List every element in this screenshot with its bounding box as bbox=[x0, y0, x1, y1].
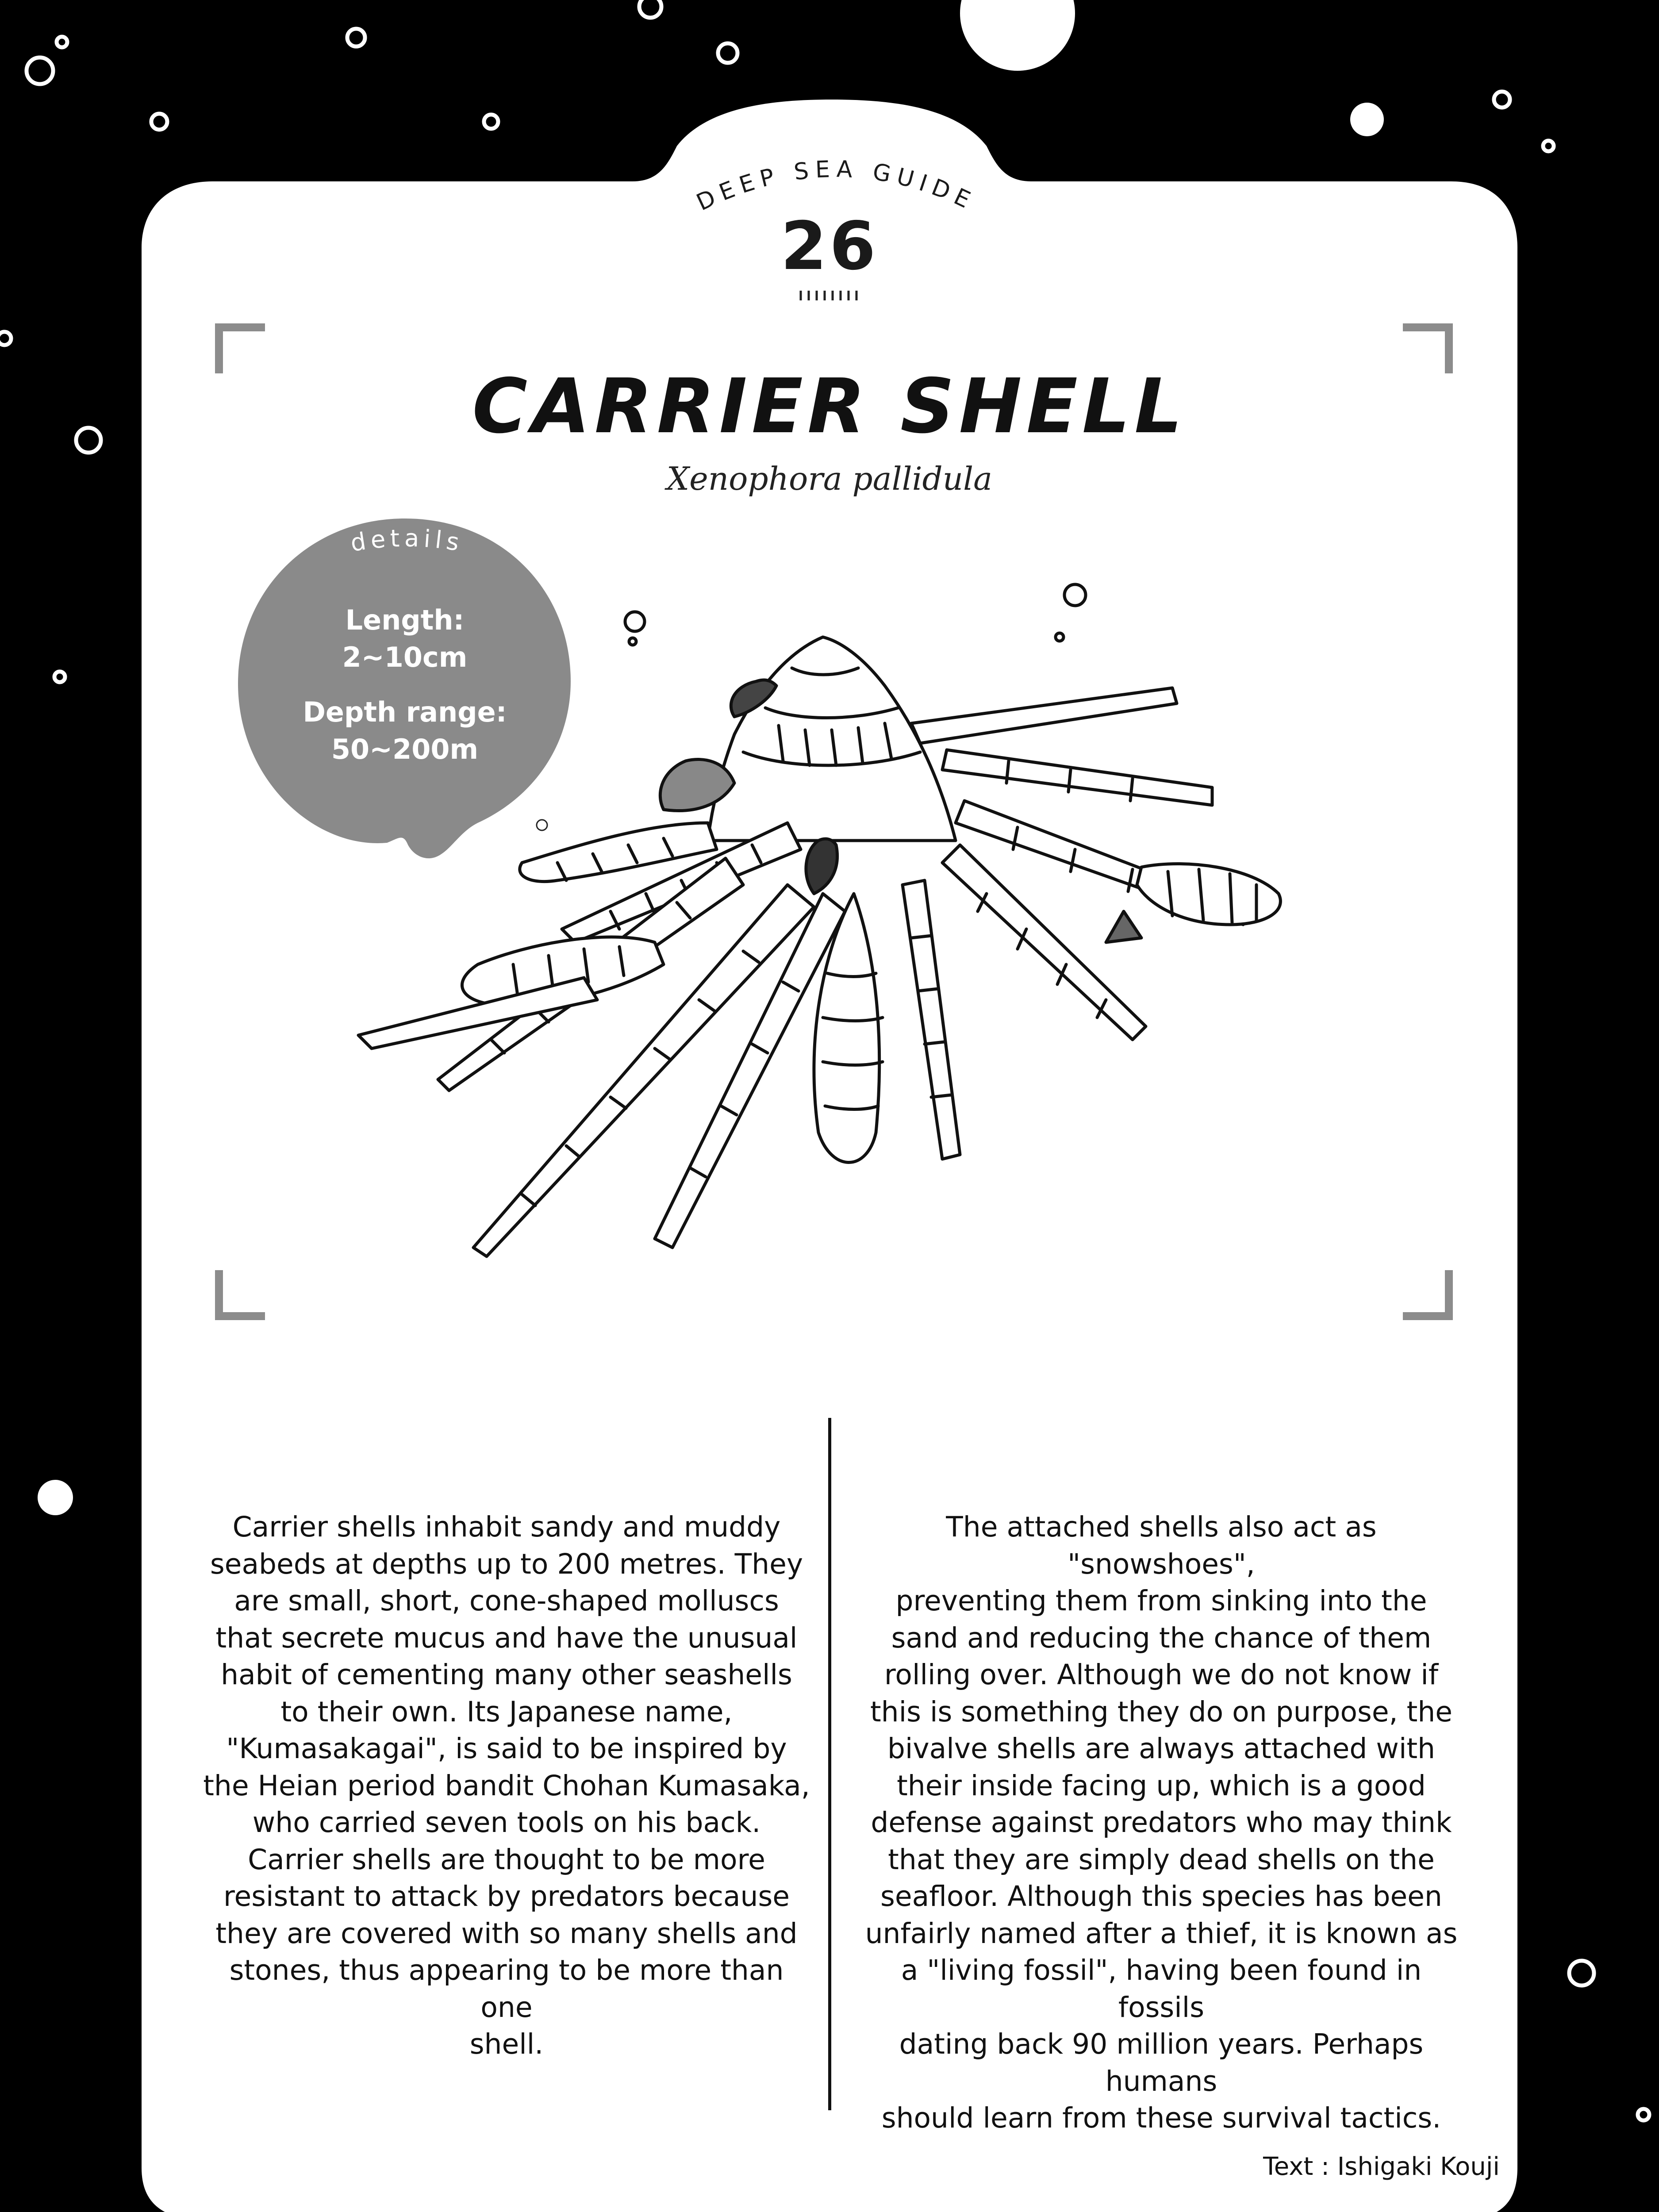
right-line: unfairly named after a thief, it is known as bbox=[865, 1917, 1458, 1950]
depth-label: Depth range: bbox=[303, 696, 507, 728]
right-line: rolling over. Although we do not know if bbox=[884, 1659, 1439, 1691]
left-line: resistant to attack by predators because bbox=[223, 1880, 790, 1912]
right-line: bivalve shells are always attached with bbox=[887, 1732, 1436, 1765]
left-line: who carried seven tools on his back. bbox=[252, 1806, 761, 1839]
left-line: the Heian period bandit Chohan Kumasaka, bbox=[203, 1769, 810, 1802]
svg-text:DEEP SEA GUIDE bbox=[692, 156, 979, 216]
carrier-shell-illustration bbox=[345, 575, 1363, 1283]
svg-text:details bbox=[349, 524, 465, 557]
right-line: preventing them from sinking into the bbox=[895, 1585, 1427, 1617]
left-line: shell. bbox=[469, 2028, 544, 2060]
right-line: should learn from these survival tactics. bbox=[881, 2102, 1441, 2134]
right-line: that they are simply dead shells on the bbox=[888, 1843, 1435, 1876]
details-label: details bbox=[349, 524, 466, 557]
left-line: Carrier shells inhabit sandy and muddy bbox=[232, 1511, 781, 1543]
left-line: are small, short, cone-shaped molluscs bbox=[234, 1585, 779, 1617]
length-label: Length: bbox=[345, 604, 465, 636]
left-line: they are covered with so many shells and bbox=[215, 1917, 798, 1950]
right-line: their inside facing up, which is a good bbox=[897, 1769, 1426, 1802]
right-line: defense against predators who may think bbox=[871, 1806, 1452, 1839]
body-text-right bbox=[856, 1509, 1467, 2137]
right-line: seafloor. Although this species has been bbox=[880, 1880, 1442, 1912]
left-line: habit of cementing many other seashells bbox=[221, 1659, 792, 1691]
right-line: sand and reducing the chance of them bbox=[891, 1621, 1432, 1654]
left-line: that secrete mucus and have the unusual bbox=[215, 1621, 798, 1654]
left-line: seabeds at depths up to 200 metres. They bbox=[210, 1548, 803, 1580]
text-credit: Text : Ishigaki Kouji bbox=[1263, 2152, 1500, 2181]
page-title: CARRIER SHELL bbox=[472, 363, 1187, 450]
left-line: "Kumasakagai", is said to be inspired by bbox=[226, 1732, 787, 1765]
right-line: dating back 90 million years. Perhaps humans bbox=[899, 2028, 1424, 2097]
depth-value: 50~200m bbox=[331, 733, 479, 765]
left-line: to their own. Its Japanese name, bbox=[280, 1695, 733, 1728]
right-line: this is something they do on purpose, the bbox=[870, 1695, 1453, 1728]
deep-sea-guide-label: DEEP SEA GUIDE bbox=[692, 156, 980, 216]
column-divider bbox=[828, 1418, 831, 2110]
length-value: 2~10cm bbox=[342, 641, 468, 673]
guide-number-ticks bbox=[796, 290, 863, 303]
details-label-arc bbox=[274, 511, 540, 582]
body-text-left bbox=[201, 1509, 812, 2063]
left-line: stones, thus appearing to be more than one bbox=[229, 1954, 784, 2024]
left-line: Carrier shells are thought to be more bbox=[248, 1843, 765, 1876]
guide-number: 26 bbox=[780, 208, 879, 285]
right-line: a "living fossil", having been found in fossils bbox=[901, 1954, 1422, 2024]
right-line: The attached shells also act as "snowshoes", bbox=[946, 1511, 1377, 1580]
scientific-name: Xenophora pallidula bbox=[666, 460, 993, 497]
